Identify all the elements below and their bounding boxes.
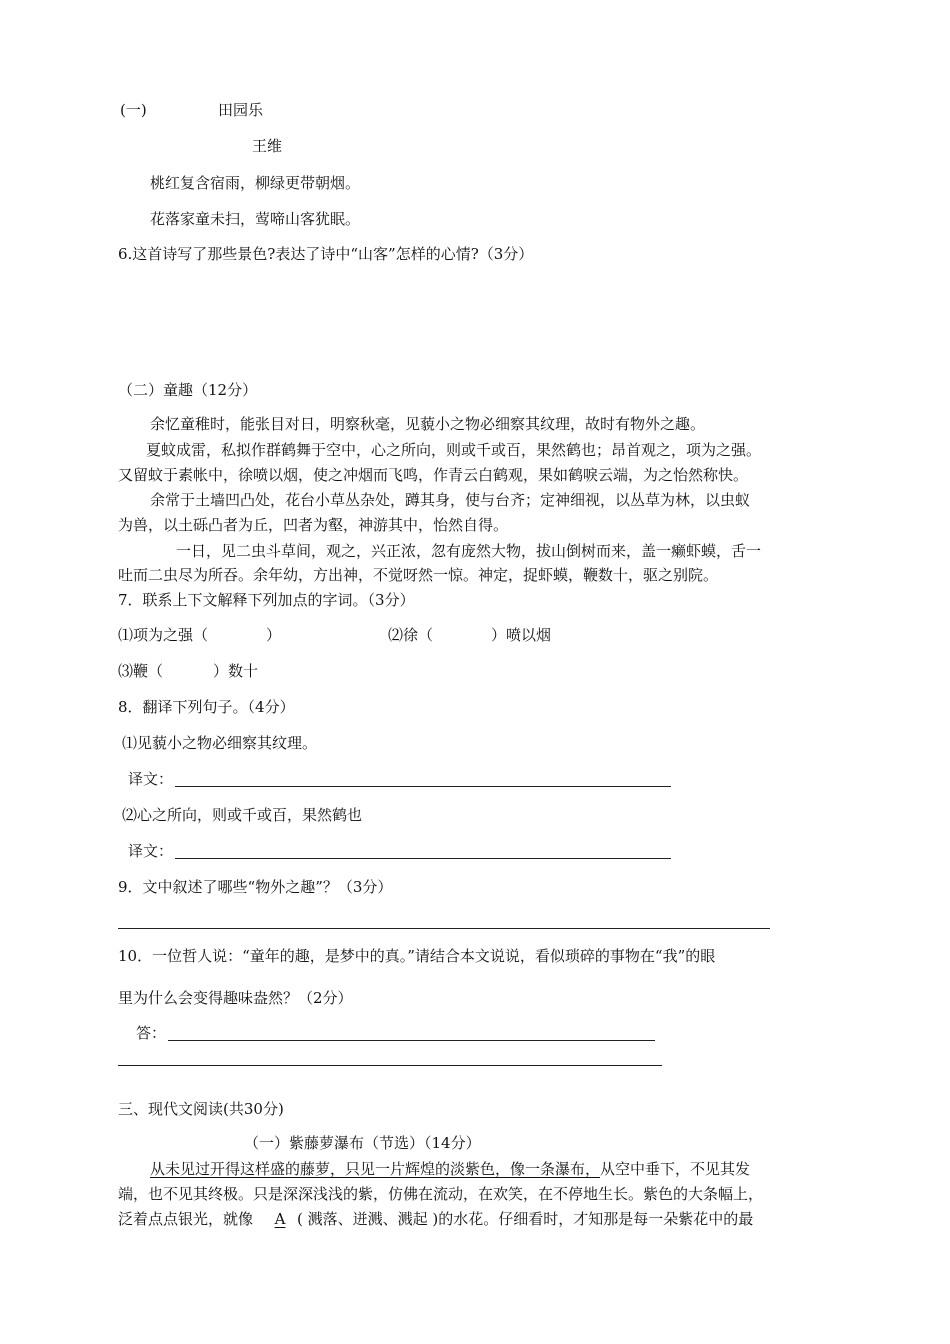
tongqu-paragraph-2-line-1: 夏蚊成雷，私拟作群鹤舞于空中，心之所向，则或千或百，果然鹤也；昂首观之，项为之强。 xyxy=(146,441,762,459)
poem-line-2: 花落家童未扫，莺啼山客犹眠。 xyxy=(150,210,361,228)
section-3-heading: 三、现代文阅读(共30分) xyxy=(118,1100,284,1118)
blank-a[interactable]: A xyxy=(274,1210,286,1228)
underlined-sentence: 从未见过开得这样盛的藤萝，只见一片辉煌的淡紫色，像一条瀑布， xyxy=(150,1160,601,1178)
section-3-line-2: 端，也不见其终极。只是深深浅浅的紫，仿佛在流动，在欢笑，在不停地生长。紫色的大条幅上， xyxy=(118,1185,764,1203)
question-8-label-1: 译文： xyxy=(128,770,174,788)
section-3-line-1: 从未见过开得这样盛的藤萝，只见一片辉煌的淡紫色，像一条瀑布，从空中垂下，不见其发 xyxy=(150,1160,751,1178)
question-9: 9．文中叙述了哪些“物外之趣”？（3分） xyxy=(118,878,393,896)
tongqu-paragraph-4-line-1: 一日，见二虫斗草间，观之，兴正浓，忽有庞然大物，拔山倒树而来，盖一癞虾蟆，舌一 xyxy=(176,542,762,560)
question-8-answer-line-2[interactable] xyxy=(175,858,671,859)
question-8-sentence-1: ⑴见藐小之物必细察其纹理。 xyxy=(122,734,318,752)
tongqu-paragraph-3-line-1: 余常于土墙凹凸处，花台小草丛杂处，蹲其身，使与台齐；定神细视，以丛草为林，以虫蚁 xyxy=(150,491,751,509)
question-10-answer-line-2[interactable] xyxy=(118,1065,662,1066)
poem-title: 田园乐 xyxy=(218,101,264,119)
tongqu-paragraph-3-line-2: 为兽，以土砾凸者为丘，凹者为壑，神游其中，怡然自得。 xyxy=(118,516,509,534)
question-8-answer-line-1[interactable] xyxy=(175,786,671,787)
poem-line-1: 桃红复含宿雨，柳绿更带朝烟。 xyxy=(150,174,361,192)
question-10-line-2: 里为什么会变得趣味盎然？（2分） xyxy=(118,989,353,1007)
poem-author: 王维 xyxy=(252,137,283,155)
tongqu-heading: （二）童趣（12分） xyxy=(118,381,258,399)
question-7-item-1: ⑴项为之强（ ） xyxy=(118,626,282,644)
question-10-line-1: 10．一位哲人说：“童年的趣，是梦中的真。”请结合本文说说，看似琐碎的事物在“我”的眼 xyxy=(118,947,716,965)
tongqu-paragraph-4-line-2: 吐而二虫尽为所吞。余年幼，方出神，不觉呀然一惊。神定，捉虾蟆，鞭数十，驱之别院。 xyxy=(118,566,719,584)
question-9-answer-line[interactable] xyxy=(118,928,770,929)
question-10-answer-line-1[interactable] xyxy=(168,1040,655,1041)
question-8-label-2: 译文： xyxy=(128,842,174,860)
question-8-stem: 8．翻译下列句子。（4分） xyxy=(118,698,295,716)
tongqu-paragraph-1: 余忆童稚时，能张目对日，明察秋毫，见藐小之物必细察其纹理，故时有物外之趣。 xyxy=(150,415,706,433)
question-8-sentence-2: ⑵心之所向，则或千或百，果然鹤也 xyxy=(122,806,363,824)
question-6: 6.这首诗写了那些景色?表达了诗中“山客”怎样的心情?（3分） xyxy=(118,245,534,263)
tongqu-paragraph-2-line-2: 又留蚊于素帐中，徐喷以烟，使之冲烟而飞鸣，作青云白鹤观，果如鹤唳云端，为之怡然称快。 xyxy=(118,466,749,484)
section-3-line-3: 泛着点点银光，就像 A ( 溅落、迸溅、溅起 )的水花。仔细看时，才知那是每一朵紫花中的最 xyxy=(118,1210,754,1228)
question-7-item-2: ⑵徐（ ）喷以烟 xyxy=(388,626,552,644)
question-10-answer-label: 答： xyxy=(136,1024,167,1042)
section-3-subheading: （一）紫藤萝瀑布（节选）（14分） xyxy=(244,1134,481,1152)
poem-section-label: (一) xyxy=(120,101,147,119)
question-7-item-3: ⑶鞭（ ）数十 xyxy=(118,662,259,680)
question-7-stem: 7．联系上下文解释下列加点的字词。（3分） xyxy=(118,591,415,609)
